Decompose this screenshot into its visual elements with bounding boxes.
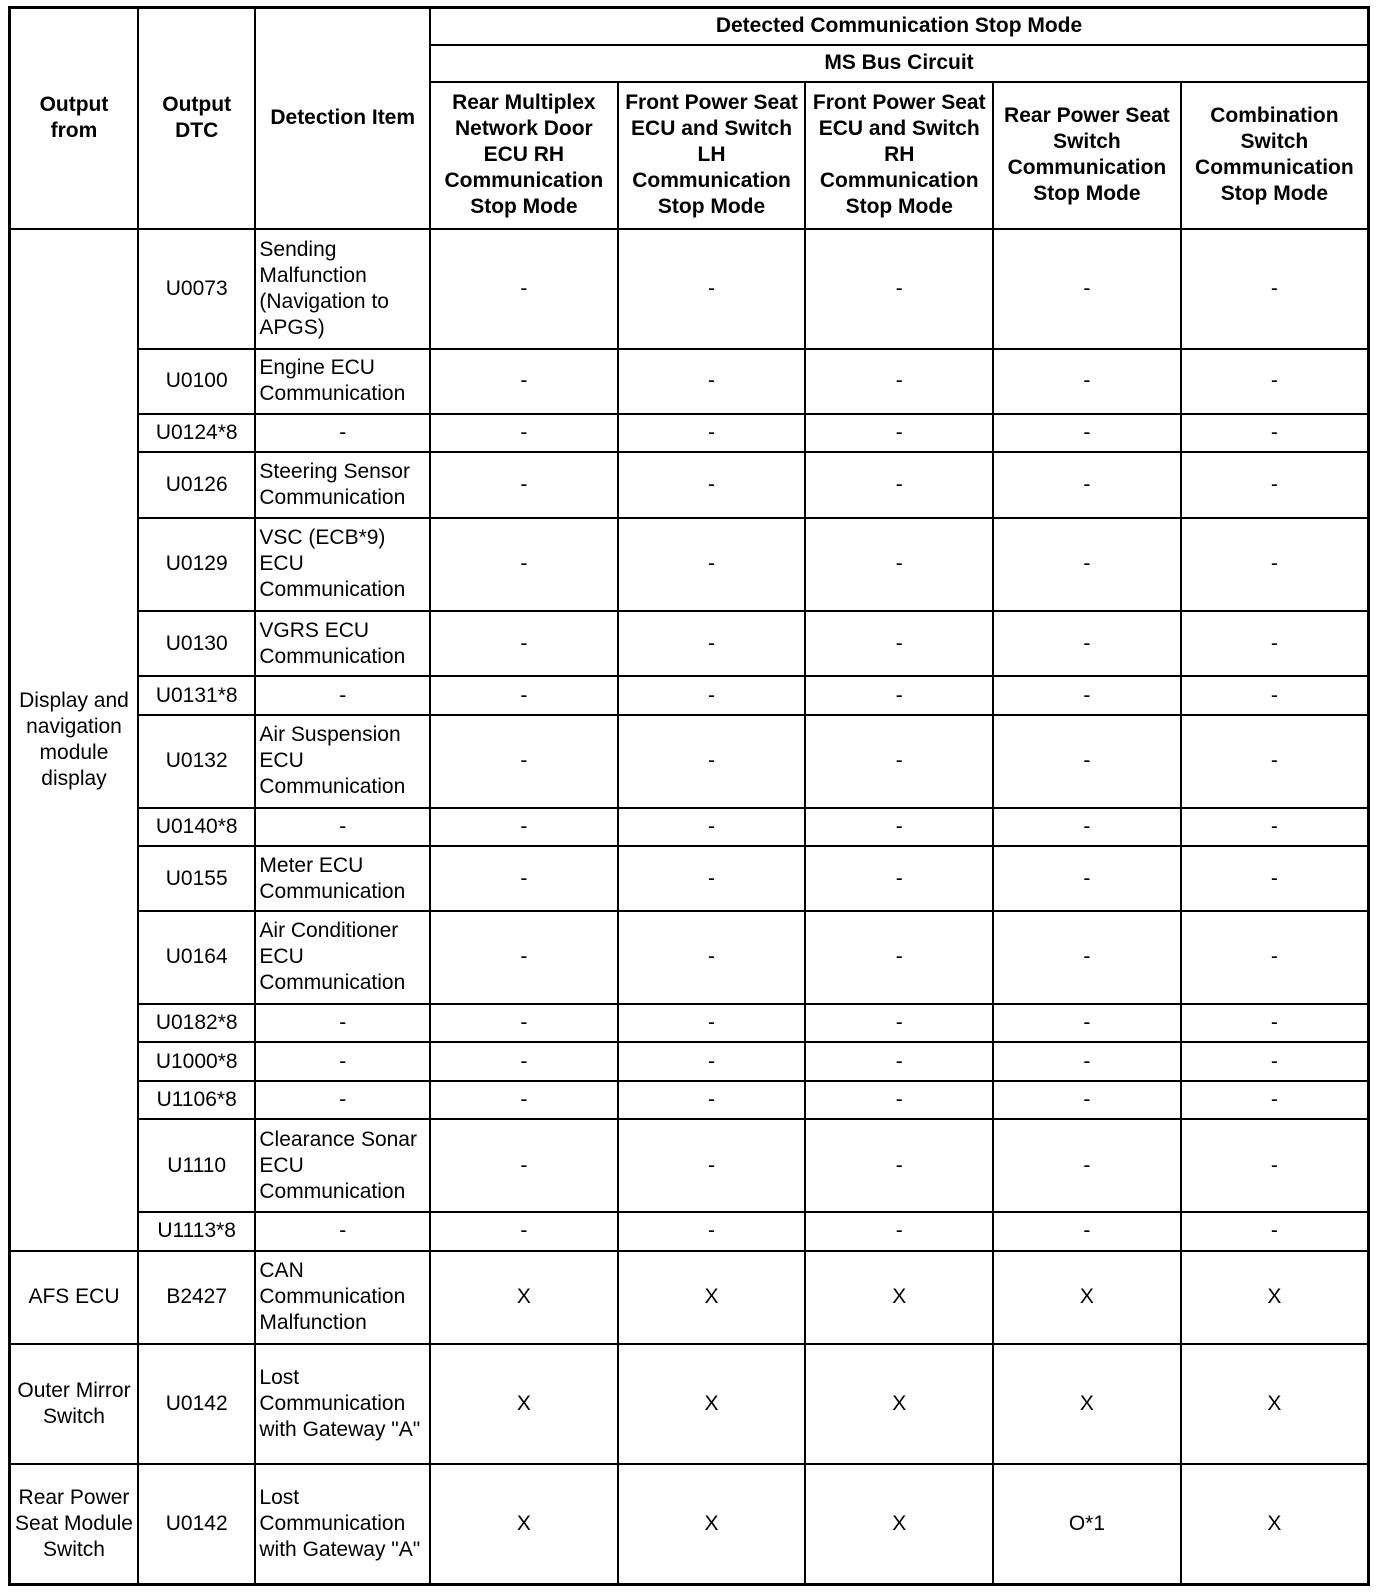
mode-value-cell: X <box>1181 1251 1369 1344</box>
mode-value-cell: - <box>618 1042 806 1080</box>
mode-value-cell: - <box>1181 1081 1369 1119</box>
table-row <box>10 349 1369 414</box>
header-mode-combination-switch: Combination Switch Communication Stop Mode <box>1181 82 1369 229</box>
dtc-code-cell: U1110 <box>138 1119 255 1212</box>
header-mode-front-power-seat-rh: Front Power Seat ECU and Switch RH Communication Stop Mode <box>805 82 993 229</box>
dtc-code-cell: U0140*8 <box>138 808 255 846</box>
mode-value-cell: - <box>1181 911 1369 1004</box>
mode-value-cell: - <box>430 452 618 518</box>
mode-value-cell: - <box>805 229 993 349</box>
mode-value-cell: O*1 <box>993 1464 1181 1584</box>
mode-value-cell: - <box>805 676 993 714</box>
detection-item-cell: VGRS ECU Communication <box>255 611 430 677</box>
mode-value-cell: - <box>430 1042 618 1080</box>
table-row <box>10 846 1369 911</box>
mode-value-cell: - <box>993 518 1181 611</box>
mode-value-cell: - <box>430 1212 618 1250</box>
dtc-code-cell: U0130 <box>138 611 255 677</box>
dtc-code-cell: U0142 <box>138 1464 255 1584</box>
mode-value-cell: - <box>805 1119 993 1212</box>
table-row <box>10 414 1369 452</box>
mode-value-cell: - <box>618 808 806 846</box>
mode-value-cell: - <box>805 1212 993 1250</box>
dtc-code-cell: U0164 <box>138 911 255 1004</box>
mode-value-cell: X <box>1181 1464 1369 1584</box>
mode-value-cell: X <box>618 1464 806 1584</box>
detection-item-cell: Sending Malfunction (Navigation to APGS) <box>255 229 430 349</box>
mode-value-cell: - <box>805 808 993 846</box>
mode-value-cell: - <box>993 452 1181 518</box>
mode-value-cell: - <box>1181 808 1369 846</box>
dtc-code-cell: U1000*8 <box>138 1042 255 1080</box>
detection-item-cell: - <box>255 1042 430 1080</box>
mode-value-cell: - <box>618 1212 806 1250</box>
detection-item-cell: Lost Communication with Gateway "A" <box>255 1464 430 1584</box>
mode-value-cell: - <box>618 229 806 349</box>
table-row <box>10 676 1369 714</box>
dtc-code-cell: U0126 <box>138 452 255 518</box>
mode-value-cell: - <box>618 715 806 808</box>
header-output-from: Output from <box>10 8 138 229</box>
mode-value-cell: - <box>618 911 806 1004</box>
table-row <box>10 808 1369 846</box>
dtc-code-cell: U1113*8 <box>138 1212 255 1250</box>
mode-value-cell: X <box>430 1251 618 1344</box>
mode-value-cell: - <box>993 349 1181 414</box>
detection-item-cell: Meter ECU Communication <box>255 846 430 911</box>
mode-value-cell: - <box>805 1004 993 1042</box>
mode-value-cell: X <box>1181 1344 1369 1464</box>
table-row <box>10 1251 1369 1344</box>
mode-value-cell: - <box>618 676 806 714</box>
mode-value-cell: - <box>1181 611 1369 677</box>
output-from-cell: Rear Power Seat Module Switch <box>10 1464 138 1584</box>
mode-value-cell: - <box>1181 414 1369 452</box>
mode-value-cell: - <box>430 911 618 1004</box>
table-row <box>10 1464 1369 1584</box>
mode-value-cell: - <box>430 715 618 808</box>
mode-value-cell: - <box>618 452 806 518</box>
detection-item-cell: - <box>255 1212 430 1250</box>
table-row <box>10 611 1369 677</box>
mode-value-cell: - <box>430 229 618 349</box>
mode-value-cell: X <box>805 1344 993 1464</box>
mode-value-cell: - <box>805 715 993 808</box>
dtc-code-cell: U0132 <box>138 715 255 808</box>
dtc-communication-stop-table <box>8 6 1370 1586</box>
mode-value-cell: X <box>805 1464 993 1584</box>
table-row <box>10 1344 1369 1464</box>
mode-value-cell: - <box>618 518 806 611</box>
mode-value-cell: - <box>618 414 806 452</box>
mode-value-cell: X <box>993 1344 1181 1464</box>
mode-value-cell: - <box>993 808 1181 846</box>
detection-item-cell: - <box>255 414 430 452</box>
mode-value-cell: - <box>430 518 618 611</box>
header-detected-stop-mode: Detected Communication Stop Mode <box>430 8 1368 45</box>
mode-value-cell: - <box>993 1081 1181 1119</box>
table-body <box>10 229 1369 1585</box>
dtc-code-cell: U1106*8 <box>138 1081 255 1119</box>
mode-value-cell: - <box>993 911 1181 1004</box>
mode-value-cell: - <box>1181 229 1369 349</box>
mode-value-cell: - <box>618 1081 806 1119</box>
mode-value-cell: - <box>618 846 806 911</box>
mode-value-cell: - <box>430 1081 618 1119</box>
mode-value-cell: - <box>805 846 993 911</box>
mode-value-cell: - <box>430 611 618 677</box>
output-from-cell: Display and navigation module display <box>10 229 138 1251</box>
dtc-code-cell: U0073 <box>138 229 255 349</box>
mode-value-cell: - <box>430 414 618 452</box>
mode-value-cell: - <box>430 1119 618 1212</box>
mode-value-cell: - <box>618 611 806 677</box>
mode-value-cell: - <box>1181 1212 1369 1250</box>
mode-value-cell: - <box>1181 846 1369 911</box>
table-row <box>10 1042 1369 1080</box>
dtc-code-cell: U0131*8 <box>138 676 255 714</box>
mode-value-cell: - <box>993 414 1181 452</box>
mode-value-cell: - <box>1181 676 1369 714</box>
mode-value-cell: - <box>430 808 618 846</box>
header-detection-item: Detection Item <box>255 8 430 229</box>
header-mode-rear-multiplex-door-rh: Rear Multiplex Network Door ECU RH Communication Stop Mode <box>430 82 618 229</box>
mode-value-cell: - <box>993 1119 1181 1212</box>
mode-value-cell: X <box>430 1344 618 1464</box>
detection-item-cell: - <box>255 1081 430 1119</box>
mode-value-cell: - <box>805 518 993 611</box>
mode-value-cell: - <box>1181 349 1369 414</box>
table-row <box>10 518 1369 611</box>
mode-value-cell: - <box>430 676 618 714</box>
table-row <box>10 1081 1369 1119</box>
mode-value-cell: - <box>430 846 618 911</box>
dtc-code-cell: U0142 <box>138 1344 255 1464</box>
mode-value-cell: X <box>430 1464 618 1584</box>
mode-value-cell: - <box>1181 518 1369 611</box>
mode-value-cell: - <box>993 846 1181 911</box>
mode-value-cell: - <box>993 611 1181 677</box>
detection-item-cell: CAN Communication Malfunction <box>255 1251 430 1344</box>
mode-value-cell: - <box>993 715 1181 808</box>
table-row <box>10 1119 1369 1212</box>
mode-value-cell: - <box>805 1081 993 1119</box>
output-from-cell: Outer Mirror Switch <box>10 1344 138 1464</box>
dtc-code-cell: U0129 <box>138 518 255 611</box>
detection-item-cell: - <box>255 808 430 846</box>
header-mode-rear-power-seat-switch: Rear Power Seat Switch Communication Stop Mode <box>993 82 1181 229</box>
mode-value-cell: - <box>805 611 993 677</box>
detection-item-cell: VSC (ECB*9) ECU Communication <box>255 518 430 611</box>
mode-value-cell: - <box>618 1119 806 1212</box>
header-output-dtc: Output DTC <box>138 8 255 229</box>
detection-item-cell: Air Conditioner ECU Communication <box>255 911 430 1004</box>
mode-value-cell: X <box>993 1251 1181 1344</box>
mode-value-cell: - <box>1181 452 1369 518</box>
dtc-code-cell: B2427 <box>138 1251 255 1344</box>
mode-value-cell: - <box>430 1004 618 1042</box>
mode-value-cell: - <box>1181 1004 1369 1042</box>
detection-item-cell: Steering Sensor Communication <box>255 452 430 518</box>
detection-item-cell: Engine ECU Communication <box>255 349 430 414</box>
mode-value-cell: - <box>618 349 806 414</box>
table-row <box>10 715 1369 808</box>
mode-value-cell: - <box>1181 1042 1369 1080</box>
table-row <box>10 1004 1369 1042</box>
detection-item-cell: - <box>255 1004 430 1042</box>
mode-value-cell: - <box>805 349 993 414</box>
mode-value-cell: - <box>805 911 993 1004</box>
mode-value-cell: - <box>1181 715 1369 808</box>
header-ms-bus-circuit: MS Bus Circuit <box>430 45 1368 82</box>
mode-value-cell: X <box>618 1251 806 1344</box>
mode-value-cell: X <box>618 1344 806 1464</box>
mode-value-cell: - <box>1181 1119 1369 1212</box>
mode-value-cell: - <box>993 229 1181 349</box>
mode-value-cell: - <box>430 349 618 414</box>
detection-item-cell: Clearance Sonar ECU Communication <box>255 1119 430 1212</box>
dtc-code-cell: U0100 <box>138 349 255 414</box>
table-row <box>10 1212 1369 1250</box>
mode-value-cell: - <box>805 414 993 452</box>
output-from-cell: AFS ECU <box>10 1251 138 1344</box>
detection-item-cell: - <box>255 676 430 714</box>
dtc-code-cell: U0124*8 <box>138 414 255 452</box>
dtc-code-cell: U0155 <box>138 846 255 911</box>
mode-value-cell: - <box>805 1042 993 1080</box>
mode-value-cell: - <box>805 452 993 518</box>
detection-item-cell: Air Suspension ECU Communication <box>255 715 430 808</box>
detection-item-cell: Lost Communication with Gateway "A" <box>255 1344 430 1464</box>
mode-value-cell: - <box>993 1004 1181 1042</box>
mode-value-cell: - <box>993 1042 1181 1080</box>
table-row <box>10 452 1369 518</box>
mode-value-cell: X <box>805 1251 993 1344</box>
table-row <box>10 229 1369 349</box>
mode-value-cell: - <box>618 1004 806 1042</box>
table-row <box>10 911 1369 1004</box>
mode-value-cell: - <box>993 676 1181 714</box>
mode-value-cell: - <box>993 1212 1181 1250</box>
header-mode-front-power-seat-lh: Front Power Seat ECU and Switch LH Communication Stop Mode <box>618 82 806 229</box>
dtc-code-cell: U0182*8 <box>138 1004 255 1042</box>
